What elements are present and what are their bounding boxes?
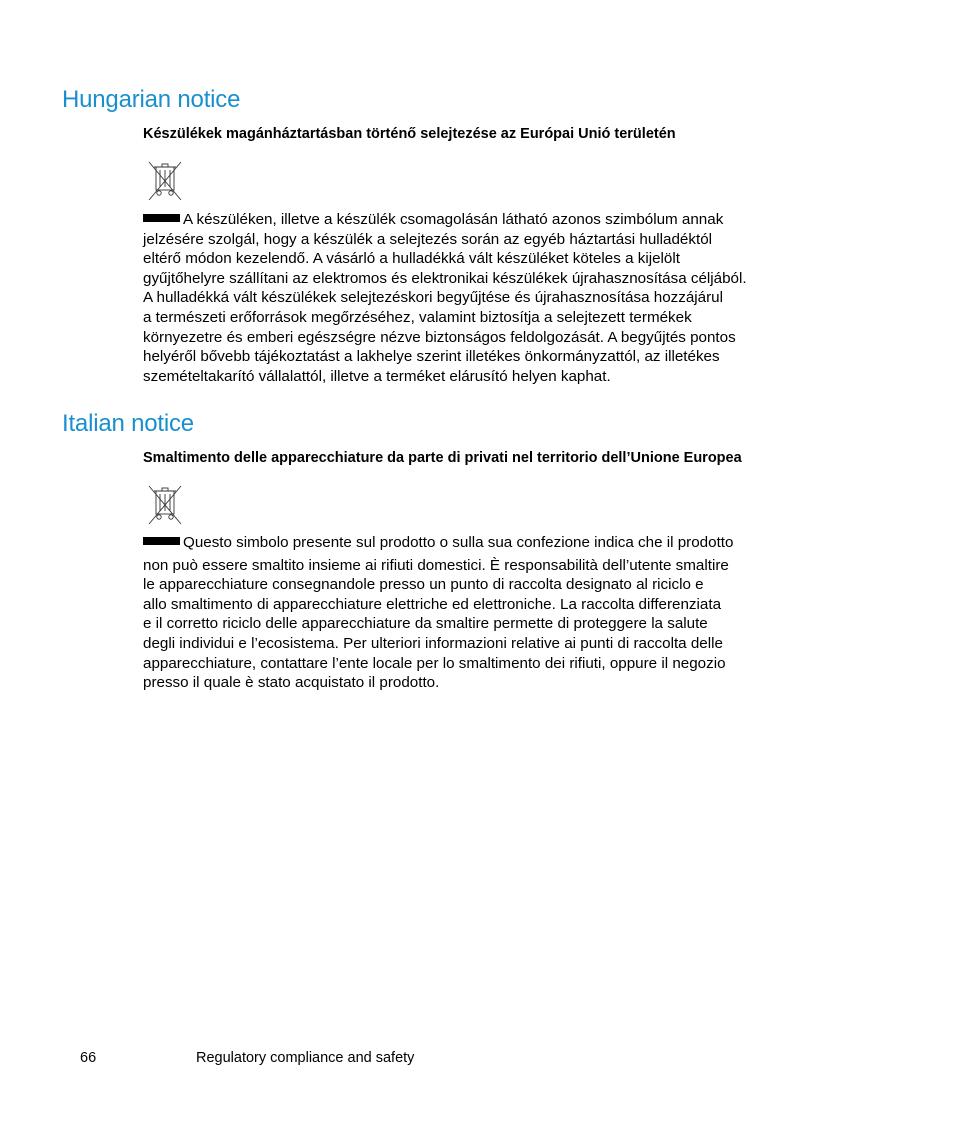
italian-notice-line: Questo simbolo presente sul prodotto o sulla sua confezione indica che il prodotto <box>143 533 815 553</box>
hungarian-notice-heading: Hungarian notice <box>62 86 241 113</box>
footer-title: Regulatory compliance and safety <box>196 1050 415 1066</box>
hungarian-notice-line: a természeti erőforrások megőrzéséhez, valamint biztosítja a selejtezett termékek <box>143 308 692 326</box>
italian-notice-line: e il corretto riciclo delle apparecchiature da smaltire permette di proteggere la salute <box>143 615 708 633</box>
black-bar-marker <box>143 537 180 545</box>
hungarian-notice-line: A készüléken, illetve a készülék csomagolásán látható azonos szimbólum annak <box>143 210 815 230</box>
italian-notice-body <box>143 533 815 693</box>
hungarian-notice-line: szemételtakarító vállalattól, illetve a terméket elárusító helyen kaphat. <box>143 367 611 385</box>
crossed-out-wheelie-bin-icon <box>145 158 185 204</box>
hungarian-notice-line: jelzésére szolgál, hogy a készülék a selejtezés során az egyéb háztartási hulladéktól <box>143 230 713 248</box>
crossed-out-wheelie-bin-icon <box>145 482 185 528</box>
hungarian-notice-subheading: Készülékek magánháztartásban történő selejtezése az Európai Unió területén <box>143 126 676 142</box>
italian-notice-line: degli individui e l’ecosistema. Per ulteriori informazioni relative ai punti di raccolta delle <box>143 634 723 652</box>
italian-notice-line: apparecchiature, contattare l’ente locale per lo smaltimento dei rifiuti, oppure il negozio <box>143 654 726 672</box>
hungarian-notice-line: A hulladékká vált készülékek selejtezéskori begyűjtése és újrahasznosítása hozzájárul <box>143 289 723 307</box>
page-number: 66 <box>80 1050 97 1066</box>
italian-notice-subheading: Smaltimento delle apparecchiature da parte di privati nel territorio dell’Unione Europea <box>143 450 742 466</box>
hungarian-notice-line: eltérő módon kezelendő. A vásárló a hulladékká vált készüléket köteles a kijelölt <box>143 250 680 268</box>
hungarian-notice-line: helyéről bővebb tájékoztatást a lakhelye szerint illetékes önkormányzattól, az illetékes <box>143 348 720 366</box>
hungarian-notice-line: gyűjtőhelyre szállítani az elektromos és elektronikai készülékek újrahasznosítása céljából. <box>143 269 747 287</box>
italian-notice-line: presso il quale è stato acquistato il prodotto. <box>143 674 440 692</box>
hungarian-notice-body <box>143 210 815 386</box>
italian-notice-line: non può essere smaltito insieme ai rifiuti domestici. È responsabilità dell’utente smaltire <box>143 556 729 574</box>
italian-notice-line: le apparecchiature consegnandole presso un punto di raccolta designato al riciclo e <box>143 576 704 594</box>
italian-notice-heading: Italian notice <box>62 410 194 437</box>
black-bar-marker <box>143 214 180 222</box>
hungarian-notice-line: környezetre és emberi egészségre nézve biztonságos feldolgozását. A begyűjtés pontos <box>143 328 736 346</box>
italian-notice-line: allo smaltimento di apparecchiature elettriche ed elettroniche. La raccolta differenziata <box>143 595 722 613</box>
